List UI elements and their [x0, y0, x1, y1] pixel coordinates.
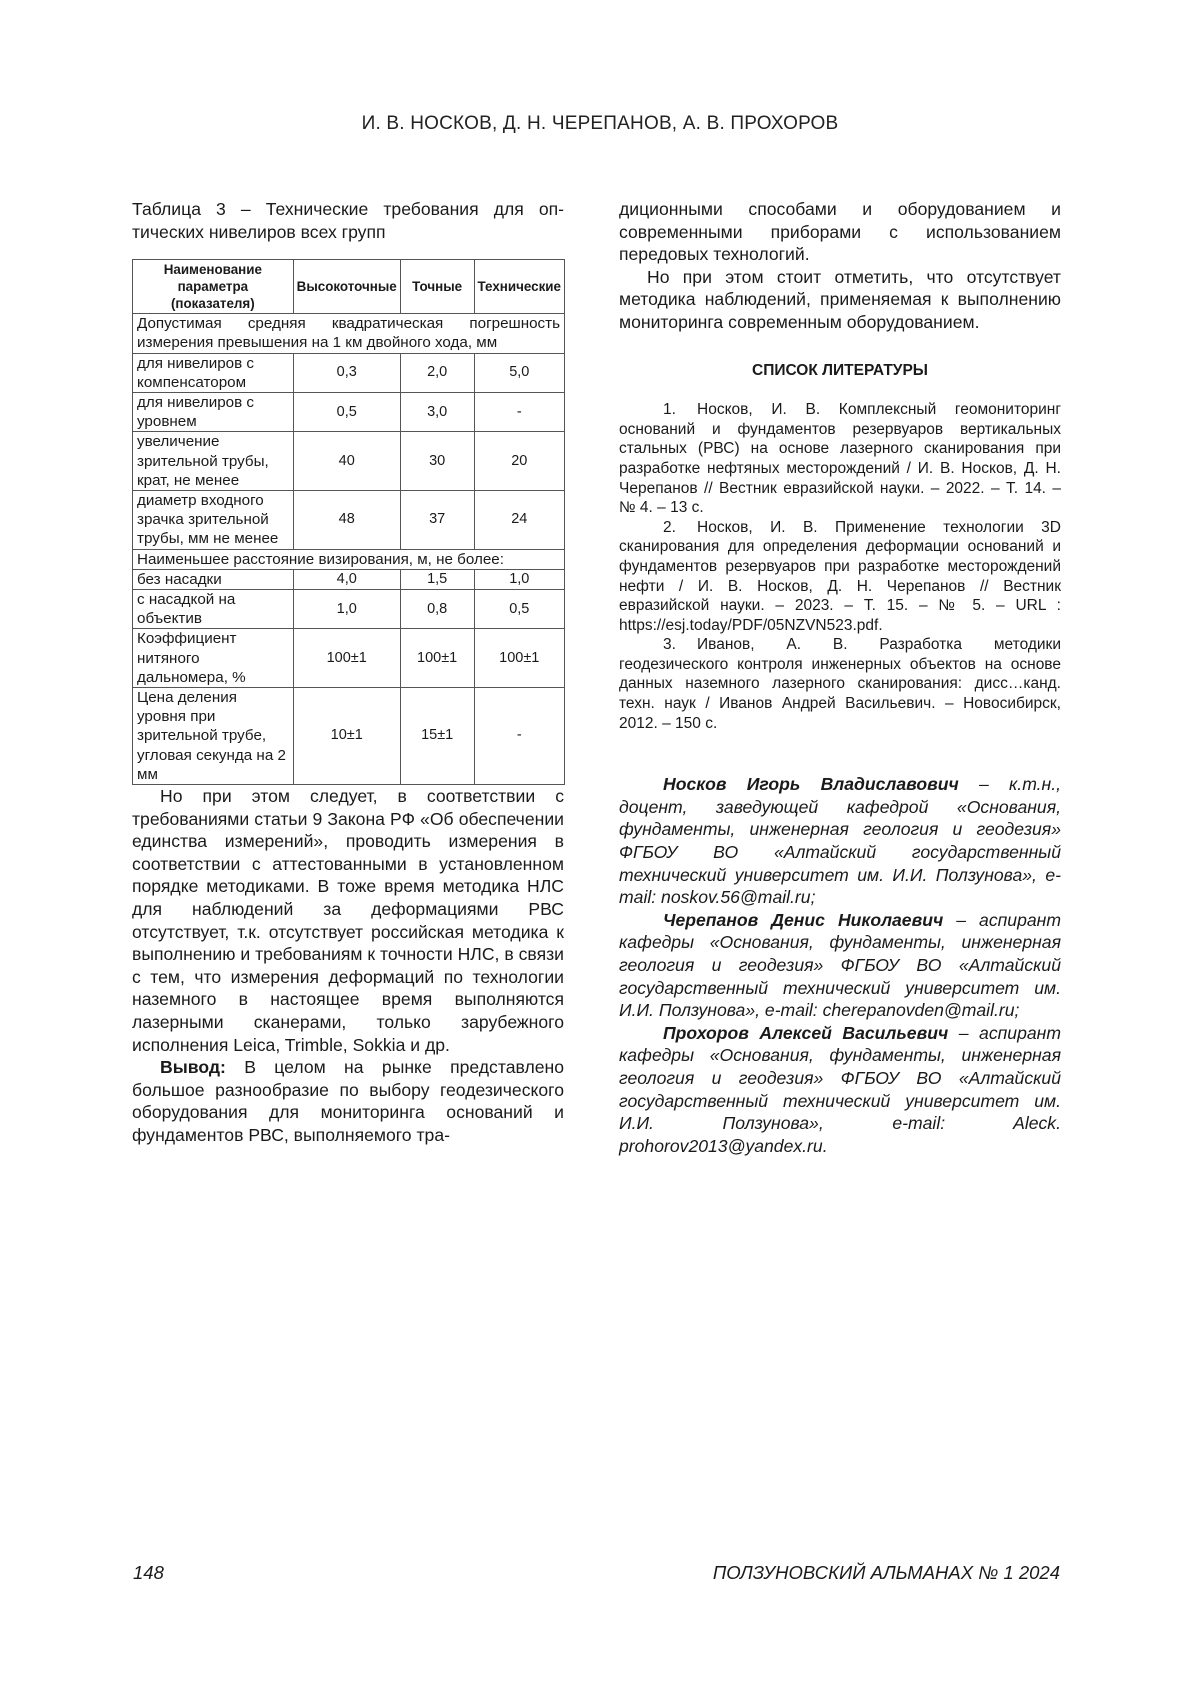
journal-title: ПОЛЗУНОВСКИЙ АЛЬМАНАХ № 1 2024 — [712, 1562, 1060, 1583]
header-precise: Точные — [400, 260, 474, 314]
value-cell: 40 — [293, 432, 400, 491]
param-cell: Коэффициент нитяного дальномера, % — [133, 629, 294, 688]
value-cell: 0,3 — [293, 353, 400, 392]
param-cell: увеличение зрительной трубы, крат, не менее — [133, 432, 294, 491]
table-row — [133, 432, 565, 491]
table-row-section — [133, 549, 565, 569]
value-cell: 24 — [474, 491, 564, 550]
table-row — [133, 629, 565, 688]
conclusion-label: Вывод: — [160, 1057, 226, 1078]
param-cell: без насадки — [133, 569, 294, 589]
author-entry — [619, 909, 1061, 1022]
param-cell: Цена деления уровня при зрительной трубе, угловая секунда на 2 мм — [133, 688, 294, 785]
body-paragraph: Но при этом следует, в соответствии с требованиями статьи 9 Закона РФ «Об обеспечении единства измерений», проводить измерения в соответствии с аттестованными в установленном порядке методиками. В тоже время методика НЛС для наблюдений за деформациями РВС отсутствует, т.к. отсутствует российская методика к выполнению и требованиям к точности НЛС, в связи с тем, что измерения деформаций по технологии наземного в настоящее время выполняются лазерными сканерами, только зарубежного исполнения Leica, Trimble, Sokkia и др. — [132, 786, 564, 1055]
requirements-table — [132, 259, 565, 785]
value-cell: - — [474, 393, 564, 432]
reference-item — [619, 635, 1061, 733]
reference-number: 1. — [663, 401, 676, 419]
author-name: Прохоров Алексей Васильевич — [663, 1022, 949, 1043]
references-title: СПИСОК ЛИТЕРАТУРЫ — [752, 361, 928, 379]
table-caption-line-2: тических нивелиров всех групп — [132, 221, 386, 242]
value-cell: 0,5 — [293, 393, 400, 432]
value-cell: 48 — [293, 491, 400, 550]
table-row — [133, 688, 565, 785]
body-paragraph: Но при этом стоит отметить, что отсутствует методика наблюдений, применяемая к выполнению мониторинга современным оборудованием. — [619, 266, 1061, 332]
value-cell: 100±1 — [474, 629, 564, 688]
reference-item — [619, 518, 1061, 636]
value-cell: 100±1 — [293, 629, 400, 688]
value-cell: 2,0 — [400, 353, 474, 392]
value-cell: - — [474, 688, 564, 785]
value-cell: 1,0 — [293, 590, 400, 629]
value-cell: 5,0 — [474, 353, 564, 392]
author-info — [619, 773, 1061, 1157]
table-caption — [132, 198, 564, 243]
page-number: 148 — [133, 1562, 164, 1583]
table-row — [133, 590, 565, 629]
continuation-paragraph: диционными способами и оборудованием и современными приборами с использованием передовых технологий. — [619, 199, 1061, 265]
value-cell: 20 — [474, 432, 564, 491]
section-cell: Наименьшее расстояние визирования, м, не более: — [133, 549, 565, 569]
value-cell: 30 — [400, 432, 474, 491]
running-head: И. В. НОСКОВ, Д. Н. ЧЕРЕПАНОВ, А. В. ПРОХОРОВ — [361, 113, 839, 134]
reference-number: 3. — [663, 636, 676, 654]
reference-item — [619, 400, 1061, 518]
author-details: – аспирант кафедры «Основания, фундаменты, инженерная геология и геодезия» ФГБОУ ВО «Алтайский государственный технический университет им. И.И. Ползунова», e-mail: Aleck. prohorov2013@yandex.ru. — [619, 1022, 1061, 1156]
value-cell: 4,0 — [293, 569, 400, 589]
reference-number: 2. — [663, 518, 676, 536]
value-cell: 10±1 — [293, 688, 400, 785]
author-name: Носков Игорь Владиславович — [663, 774, 959, 795]
table-row — [133, 353, 565, 392]
param-cell: диаметр входного зрачка зрительной трубы, мм не менее — [133, 491, 294, 550]
table-header-row — [133, 260, 565, 314]
left-column — [132, 198, 564, 1147]
value-cell: 100±1 — [400, 629, 474, 688]
author-details: – к.т.н., доцент, заведующей кафедрой «Основания, фундаменты, инженерная геология и геодезия» ФГБОУ ВО «Алтайский государственный технический университет им. И.И. Ползунова», e-mail: noskov.56@mail.ru; — [619, 774, 1061, 908]
value-cell: 0,8 — [400, 590, 474, 629]
reference-text: Носков, И. В. Применение технологии 3D сканирования для определения деформации оснований и фундаментов резервуаров при разработке месторождений нефти / И. В. Носков, Д. Н. Черепанов // Вестник евразийской науки. – 2023. – Т. 15. – № 5. – URL : https://esj.today/PDF/05NZVN523.pdf. — [619, 518, 1061, 634]
table-row-section — [133, 314, 565, 353]
author-entry — [619, 773, 1061, 909]
value-cell: 1,0 — [474, 569, 564, 589]
author-details: – аспирант кафедры «Основания, фундаменты, инженерная геология и геодезия» ФГБОУ ВО «Алтайский государственный технический университет им. И.И. Ползунова», e-mail: cherepanovden@mail.ru; — [619, 909, 1061, 1021]
header-parameter: Наименование параметра (показателя) — [133, 260, 294, 314]
value-cell: 0,5 — [474, 590, 564, 629]
value-cell: 1,5 — [400, 569, 474, 589]
author-name: Черепанов Денис Николаевич — [663, 909, 944, 930]
author-entry — [619, 1022, 1061, 1158]
table-row — [133, 393, 565, 432]
right-column — [619, 198, 1061, 1157]
table-row — [133, 569, 565, 589]
header-high-precision: Высокоточные — [293, 260, 400, 314]
reference-text: Носков, И. В. Комплексный геомониторинг оснований и фундаментов резервуаров вертикальных стальных (РВС) на основе лазерного сканирования при разработке нефтяных месторождений / И. В. Носков, Д. Н. Черепанов // Вестник евразийской науки. – 2022. – Т. 14. – № 4. – 13 с. — [619, 401, 1061, 517]
section-cell: Допустимая средняя квадратическая погрешность измерения превышения на 1 км двойного хода, мм — [133, 314, 565, 353]
table-caption-line-1: Таблица 3 – Технические требования для оп- — [132, 199, 564, 219]
value-cell: 15±1 — [400, 688, 474, 785]
param-cell: с насадкой на объектив — [133, 590, 294, 629]
conclusion-paragraph — [132, 1056, 564, 1146]
table-row — [133, 491, 565, 550]
reference-text: Иванов, А. В. Разработка методики геодезического контроля инженерных объектов на основе данных наземного лазерного сканирования: дисс…канд. техн. наук / Иванов Андрей Васильевич. – Новосибирск, 2012. – 150 с. — [619, 636, 1061, 732]
value-cell: 3,0 — [400, 393, 474, 432]
value-cell: 37 — [400, 491, 474, 550]
header-technical: Технические — [474, 260, 564, 314]
param-cell: для нивелиров с уровнем — [133, 393, 294, 432]
param-cell: для нивелиров с компенсатором — [133, 353, 294, 392]
conclusion-text: В целом на рынке представлено большое разнообразие по выбору геодезического оборудования для мониторинга оснований и фундаментов РВС, выполняемого тра- — [132, 1057, 564, 1145]
